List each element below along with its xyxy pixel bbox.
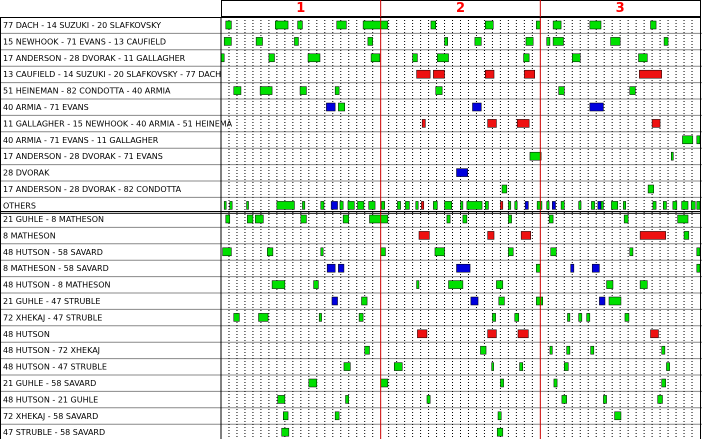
shift-segment xyxy=(515,313,519,321)
shift-segment xyxy=(496,281,502,289)
shift-segment xyxy=(260,87,272,95)
shift-segment xyxy=(658,395,663,403)
shift-segment xyxy=(615,412,621,420)
shift-segment xyxy=(536,297,542,305)
shift-segment xyxy=(497,428,503,436)
row-label: 77 DACH - 14 SUZUKI - 20 SLAFKOVSKY xyxy=(3,21,161,30)
shift-segment xyxy=(433,70,444,78)
shift-segment xyxy=(416,201,418,209)
shift-segment xyxy=(338,103,344,111)
row-label: 72 XHEKAJ - 58 SAVARD xyxy=(3,411,99,421)
shift-segment xyxy=(663,201,666,209)
shift-segment xyxy=(500,379,503,387)
shift-segment xyxy=(331,201,337,209)
row-label: 17 ANDERSON - 28 DVORAK - 82 CONDOTTA xyxy=(3,185,182,194)
shift-segment xyxy=(498,412,501,420)
shift-segment xyxy=(224,37,231,45)
shift-segment xyxy=(662,346,665,354)
shift-segment xyxy=(314,281,319,289)
shift-segment xyxy=(524,54,530,62)
row-label: 28 DVORAK xyxy=(3,168,50,178)
shift-segment xyxy=(485,21,493,29)
shift-segment xyxy=(640,281,647,289)
shift-segment xyxy=(344,363,350,371)
shift-segment xyxy=(358,201,364,209)
shift-segment xyxy=(591,346,594,354)
shift-segment xyxy=(467,201,482,209)
shift-segment xyxy=(255,215,263,223)
shift-segment xyxy=(435,248,445,256)
shift-segment xyxy=(508,215,511,223)
row-label: 51 HEINEMAN - 82 CONDOTTA - 40 ARMIA xyxy=(3,86,171,96)
shift-segment xyxy=(547,37,550,45)
shift-segment xyxy=(653,201,656,209)
shift-segment xyxy=(223,248,232,256)
shift-segment xyxy=(449,281,463,289)
row-label: 17 ANDERSON - 28 DVORAK - 71 EVANS xyxy=(3,152,163,162)
shift-segment xyxy=(247,201,249,209)
shift-segment xyxy=(598,201,601,209)
shift-segment xyxy=(485,70,494,78)
row-label: 40 ARMIA - 71 EVANS - 11 GALLAGHER xyxy=(3,135,159,145)
shift-segment xyxy=(319,313,321,321)
shift-segment xyxy=(549,215,553,223)
shift-segment xyxy=(256,37,262,45)
shift-segment xyxy=(308,54,320,62)
shift-segment xyxy=(417,330,427,338)
shift-segment xyxy=(517,119,529,127)
shift-segment xyxy=(335,412,339,420)
shift-segment xyxy=(623,201,625,209)
shift-segment xyxy=(651,330,659,338)
shift-segment xyxy=(691,201,695,209)
shift-segment xyxy=(301,215,307,223)
shift-segment xyxy=(697,136,700,144)
shift-segment xyxy=(537,201,542,209)
row-label: 21 GUHLE - 8 MATHESON xyxy=(3,215,104,224)
period-label: 2 xyxy=(455,1,466,16)
shift-segment xyxy=(571,264,574,272)
shift-segment xyxy=(419,231,429,239)
shift-segment xyxy=(630,87,636,95)
row-label: 8 MATHESON - 58 SAVARD xyxy=(3,264,109,274)
shift-segment xyxy=(671,152,673,160)
shift-segment xyxy=(547,201,549,209)
shift-segment xyxy=(417,281,419,289)
shift-segment xyxy=(502,185,507,193)
shift-segment xyxy=(485,201,488,209)
shift-segment xyxy=(562,395,567,403)
shift-segment xyxy=(553,37,563,45)
row-label: 48 HUTSON xyxy=(3,329,50,339)
shift-segment xyxy=(508,201,510,209)
row-label: 47 STRUBLE - 58 SAVARD xyxy=(3,428,106,438)
shift-segment xyxy=(518,330,528,338)
shift-segment xyxy=(335,87,339,95)
shift-segment xyxy=(648,185,654,193)
row-label: 48 HUTSON - 21 GUHLE xyxy=(3,395,99,405)
shift-segment xyxy=(561,201,564,209)
shift-segment xyxy=(682,136,692,144)
shift-segment xyxy=(278,395,285,403)
shift-segment xyxy=(338,264,344,272)
shift-segment xyxy=(590,21,601,29)
row-label: 21 GUHLE - 58 SAVARD xyxy=(3,379,97,388)
shift-segment xyxy=(445,37,448,45)
shift-segment xyxy=(461,201,463,209)
shift-segment xyxy=(624,215,628,223)
shift-segment xyxy=(525,201,528,209)
panel-border xyxy=(1,212,701,439)
shift-segment xyxy=(226,215,230,223)
shift-segment xyxy=(591,201,594,209)
shift-segment xyxy=(427,395,430,403)
shift-segment xyxy=(343,215,349,223)
shift-segment xyxy=(300,87,306,95)
shift-segment xyxy=(332,297,338,305)
shift-segment xyxy=(564,363,568,371)
shift-segment xyxy=(579,201,581,209)
shift-segment xyxy=(277,201,295,209)
row-label: 17 ANDERSON - 28 DVORAK - 11 GALLAGHER xyxy=(3,53,186,63)
shift-segment xyxy=(697,264,700,272)
shift-segment xyxy=(530,152,541,160)
shift-segment xyxy=(587,313,590,321)
shift-segment xyxy=(259,313,269,321)
row-label: 11 GALLAGHER - 15 NEWHOOK - 40 ARMIA - 51 HEINEMA xyxy=(3,119,233,129)
shift-segment xyxy=(302,201,304,209)
row-label: 40 ARMIA - 71 EVANS xyxy=(3,103,89,112)
shift-segment xyxy=(247,215,253,223)
shift-segment xyxy=(673,201,677,209)
shift-segment xyxy=(579,313,582,321)
row-label: 48 HUTSON - 72 XHEKAJ xyxy=(3,346,101,356)
shift-segment xyxy=(381,248,386,256)
shift-segment xyxy=(471,297,478,305)
shift-segment xyxy=(362,297,368,305)
shift-segment xyxy=(463,215,467,223)
shift-segment xyxy=(684,231,689,239)
shift-segment xyxy=(625,313,629,321)
period-label: 3 xyxy=(615,1,625,16)
shift-segment xyxy=(365,346,370,354)
shift-segment xyxy=(488,119,497,127)
shift-segment xyxy=(551,248,557,256)
shift-segment xyxy=(590,103,604,111)
shift-segment xyxy=(559,87,565,95)
row-label: 48 HUTSON - 58 SAVARD xyxy=(3,247,103,257)
shift-segment xyxy=(298,21,303,29)
shift-segment xyxy=(609,297,621,305)
shift-segment xyxy=(457,169,468,177)
shift-segment xyxy=(651,21,657,29)
shift-segment xyxy=(592,264,599,272)
shift-segment xyxy=(572,54,580,62)
shift-segment xyxy=(272,281,285,289)
shift-segment xyxy=(488,231,494,239)
shift-segment xyxy=(346,395,349,403)
shift-segment xyxy=(554,379,557,387)
shift-segment xyxy=(269,54,275,62)
shift-segment xyxy=(447,215,450,223)
shift-segment xyxy=(309,379,317,387)
period-label: 1 xyxy=(296,1,306,16)
shift-segment xyxy=(363,21,388,29)
shift-segment xyxy=(601,201,603,209)
shift-segment xyxy=(413,54,418,62)
shift-segment xyxy=(526,37,533,45)
row-label: OTHERS xyxy=(3,201,36,211)
shift-segment xyxy=(472,103,481,111)
shift-segment xyxy=(607,281,613,289)
shift-segment xyxy=(639,70,661,78)
shift-segment xyxy=(550,346,552,354)
shift-segment xyxy=(603,395,606,403)
shift-segment xyxy=(521,231,531,239)
shift-segment xyxy=(536,264,540,272)
shift-segment xyxy=(553,21,561,29)
shift-segment xyxy=(433,201,437,209)
shift-segment xyxy=(348,201,354,209)
shift-segment xyxy=(321,248,323,256)
shift-segment xyxy=(611,37,621,45)
shift-segment xyxy=(224,201,226,209)
shift-segment xyxy=(492,363,494,371)
shift-segment xyxy=(475,37,481,45)
shift-segment xyxy=(275,21,288,29)
row-label: 8 MATHESON xyxy=(3,231,56,241)
shift-segment xyxy=(230,201,232,209)
shift-segment xyxy=(500,201,502,209)
row-label: 48 HUTSON - 47 STRUBLE xyxy=(3,362,107,372)
shift-segment xyxy=(226,21,232,29)
shift-segment xyxy=(520,363,523,371)
shift-segment xyxy=(678,215,688,223)
shift-segment xyxy=(369,215,387,223)
shift-segment xyxy=(371,54,380,62)
shift-segment xyxy=(697,201,700,209)
shift-segment xyxy=(381,201,384,209)
row-label: 13 CAUFIELD - 14 SUZUKI - 20 SLAFKOVSKY - 77 DACH xyxy=(3,70,222,80)
shift-segment xyxy=(321,201,324,209)
shift-segment xyxy=(567,346,570,354)
shift-segment xyxy=(437,54,448,62)
shift-segment xyxy=(283,412,288,420)
shift-segment xyxy=(492,313,495,321)
shift-segment xyxy=(359,313,363,321)
shift-segment xyxy=(445,201,452,209)
shift-segment xyxy=(599,297,605,305)
shift-segment xyxy=(499,297,505,305)
shift-segment xyxy=(480,346,486,354)
row-label: 48 HUTSON - 8 MATHESON xyxy=(3,280,111,290)
shift-segment xyxy=(457,264,471,272)
shift-segment xyxy=(567,313,569,321)
shift-segment xyxy=(405,201,409,209)
shift-segment xyxy=(369,201,375,209)
shift-segment xyxy=(664,37,668,45)
shift-segment xyxy=(417,70,431,78)
shift-segment xyxy=(662,379,666,387)
shift-segment xyxy=(552,201,555,209)
shift-segment xyxy=(488,330,497,338)
shift-segment xyxy=(421,201,423,209)
row-label: 15 NEWHOOK - 71 EVANS - 13 CAUFIELD xyxy=(3,37,167,47)
shift-segment xyxy=(630,248,633,256)
shift-segment xyxy=(666,363,669,371)
shift-segment xyxy=(682,201,688,209)
shift-segment xyxy=(234,313,240,321)
shift-segment xyxy=(697,248,700,256)
row-label: 72 XHEKAJ - 47 STRUBLE xyxy=(3,313,103,323)
shift-segment xyxy=(394,363,402,371)
shift-segment xyxy=(639,54,648,62)
shift-segment xyxy=(508,248,513,256)
shift-segment xyxy=(337,21,347,29)
shift-segment xyxy=(524,70,534,78)
shift-segment xyxy=(652,119,660,127)
shift-segment xyxy=(282,428,289,436)
shift-segment xyxy=(397,201,400,209)
shift-segment xyxy=(422,119,425,127)
shift-segment xyxy=(436,87,442,95)
shift-segment xyxy=(294,37,298,45)
shift-segment xyxy=(536,21,540,29)
shift-segment xyxy=(640,231,666,239)
shift-segment xyxy=(234,87,241,95)
shift-segment xyxy=(368,37,373,45)
shift-segment xyxy=(326,103,335,111)
shift-segment xyxy=(381,379,388,387)
shift-segment xyxy=(267,248,273,256)
shift-segment xyxy=(515,201,517,209)
shift-segment xyxy=(340,201,343,209)
shift-segment xyxy=(327,264,335,272)
shift-segment xyxy=(431,21,436,29)
row-label: 21 GUHLE - 47 STRUBLE xyxy=(3,297,101,306)
shift-segment xyxy=(611,201,617,209)
